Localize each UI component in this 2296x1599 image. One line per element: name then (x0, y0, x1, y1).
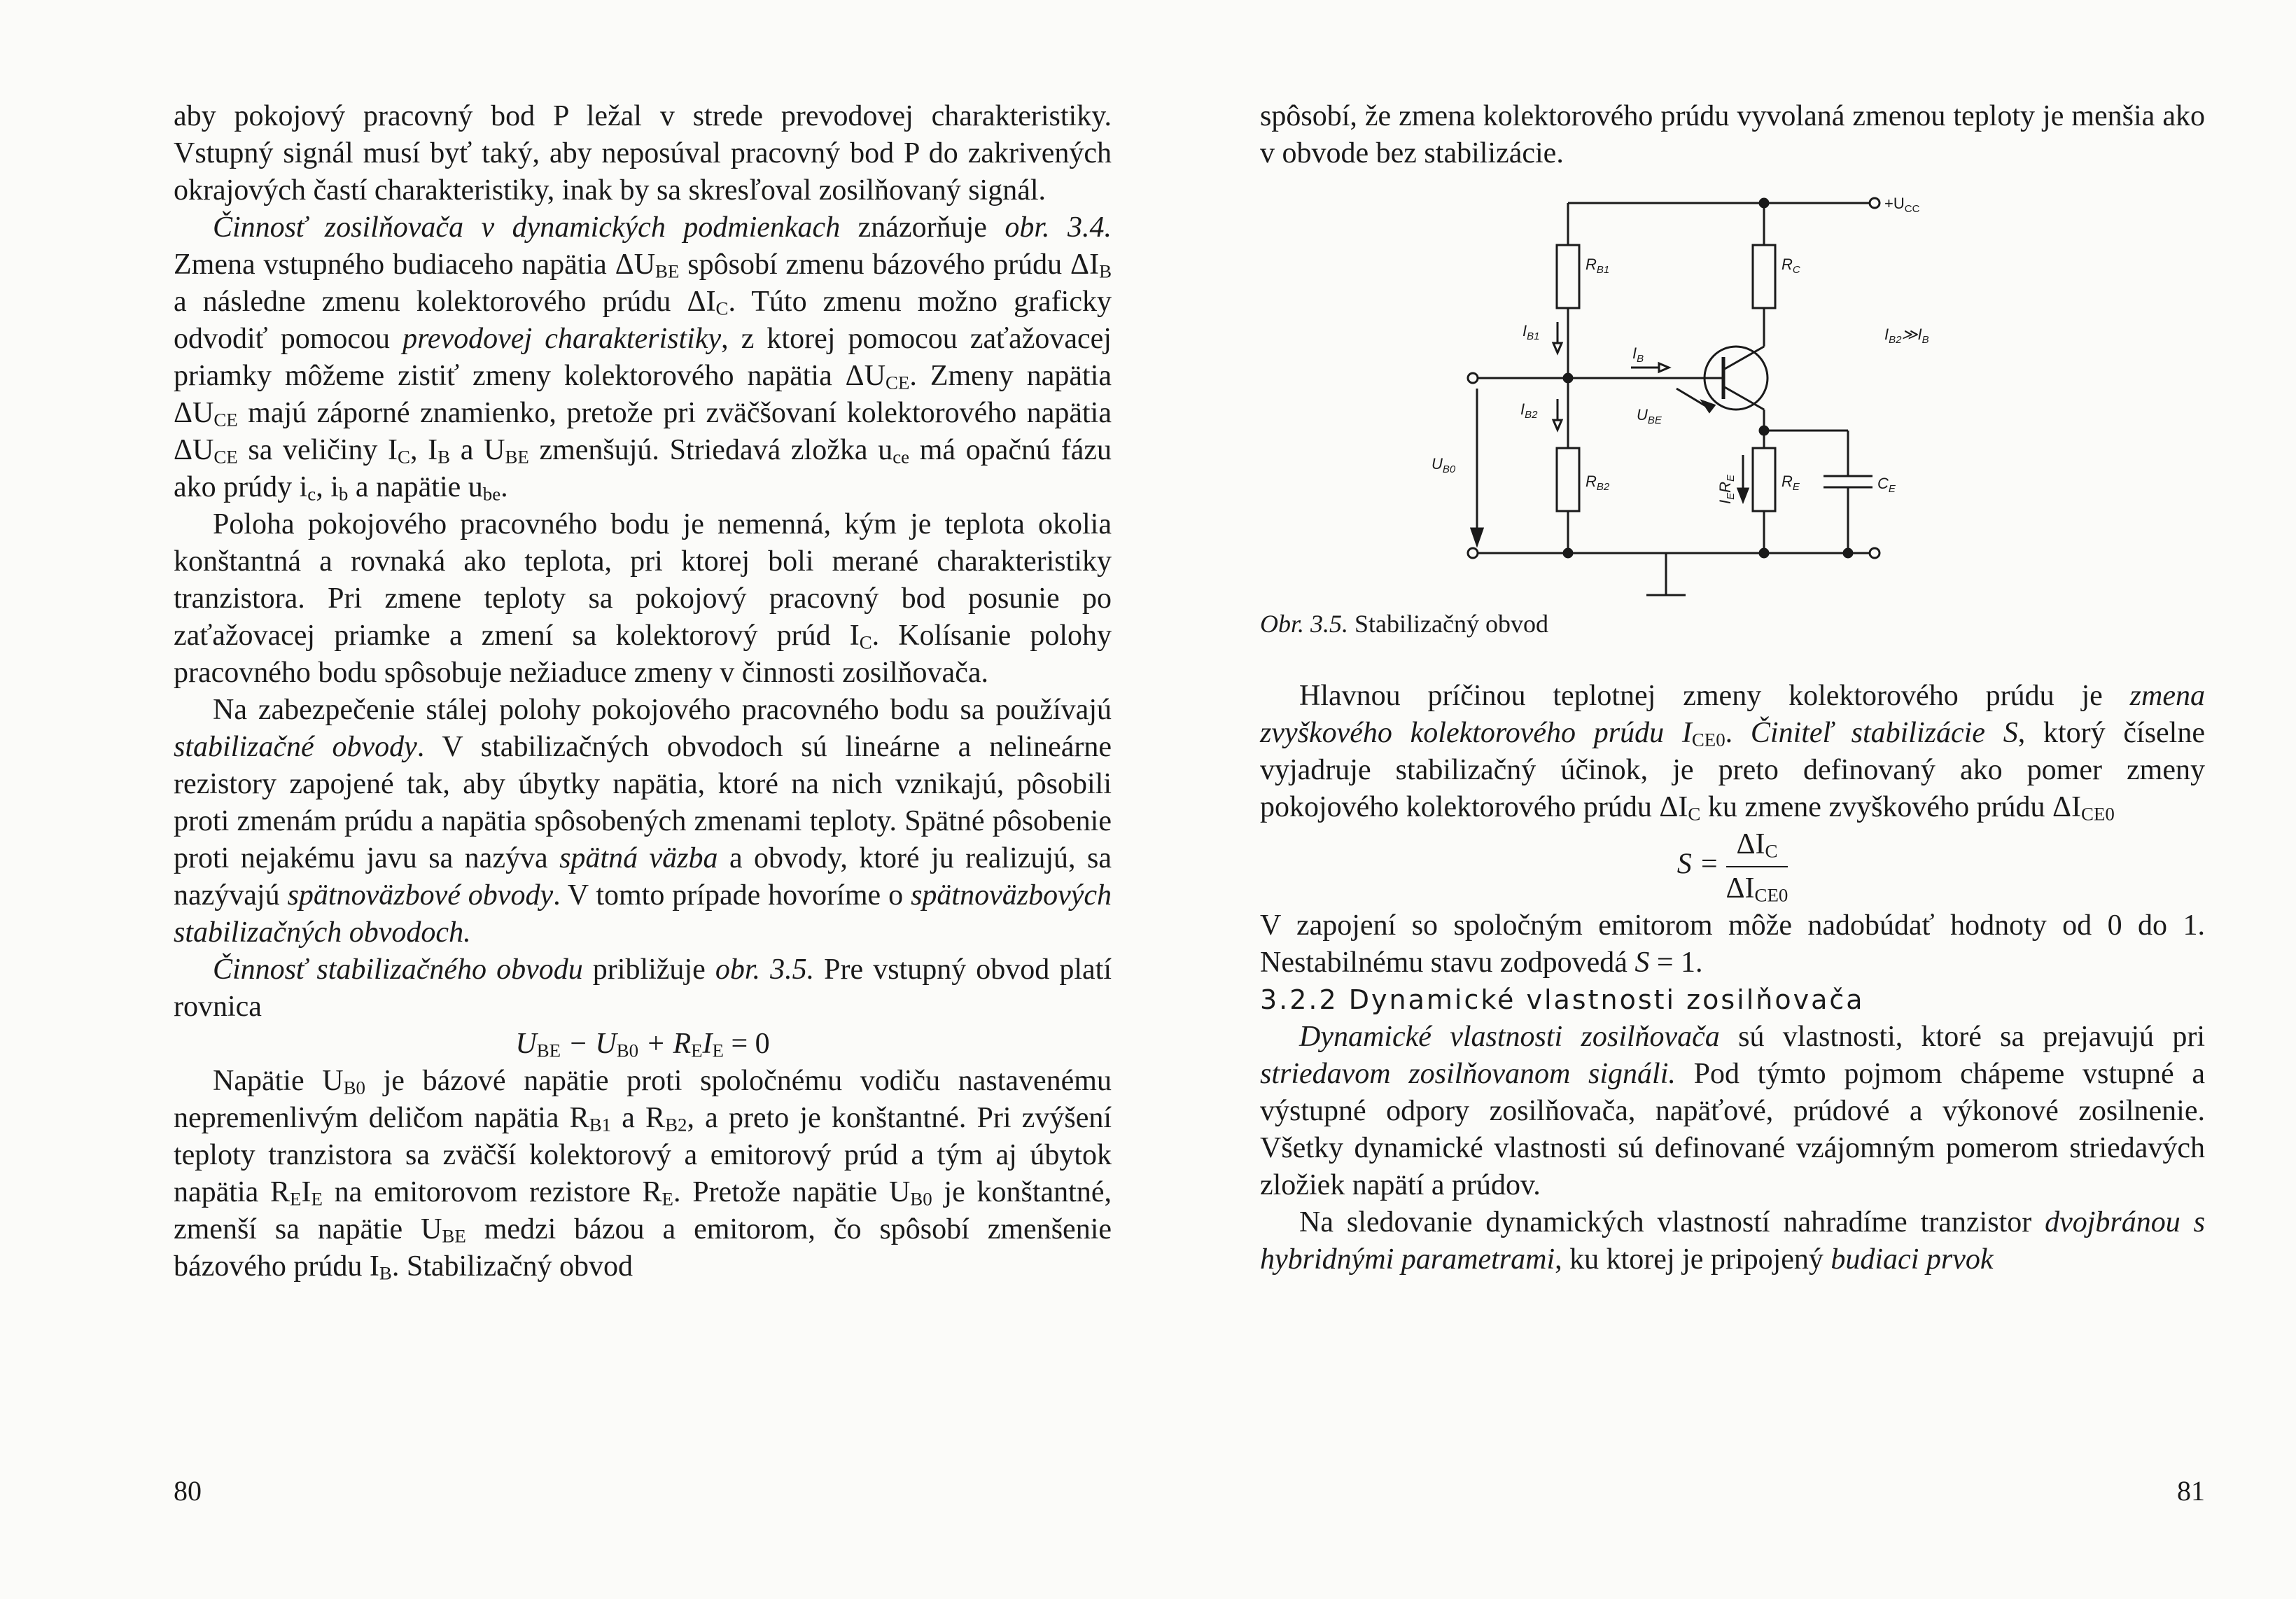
right-text-top (1260, 98, 2205, 172)
paragraph: Činnosť zosilňovača v dynamických podmienkach znázorňuje obr. 3.4. Zmena vstupného budiaceho napätia $\Delta U_{BE}$ spôsobí zmenu bázového prúdu $\Delta I_B$ a následne zmenu kolektorového prúdu $\Delta I_C$. Túto zmenu možno graficky odvodiť pomocou prevodovej charakteristiky, z ktorej pomocou zaťažovacej priamky môžeme zistiť zmeny kolektorového napätia $\Delta U_{CE}$. Zmeny napätia $\Delta U_{CE}$ majú záporné znamienko, pretože pri zväčšovaní kolektorového napätia $\Delta U_{CE}$ sa veličiny $I_C$, $I_B$ a $U_{BE}$ zmenšujú. Striedavá zložka $u_{ce}$ má opačnú fázu ako prúdy $i_c$, $i_b$ a napätie $u_{be}$. (174, 211, 1112, 505)
label-ib2-relation: $I_{B2}≫I_B$ (1884, 326, 1929, 346)
label-ib2: $I_{B2}$ (1520, 400, 1538, 421)
label-ce: $C_E$ (1877, 475, 1896, 495)
label-ube: $U_{BE}$ (1637, 406, 1662, 426)
label-ucc: $+U_{CC}$ (1884, 195, 1920, 215)
figure-caption: Obr. 3.5. Stabilizačný obvod (1260, 610, 1548, 638)
paragraph: Na zabezpečenie stálej polohy pokojového pracovného bodu sa používajú stabilizačné obvody. V stabilizačných obvodoch sú lineárne a nelineárne rezistory zapojené tak, aby úbytky napätia, ktoré na nich vznikajú, pôsobili proti zmenám prúdu a napätia spôsobených zmenami teploty. Spätné pôsobenie proti nejakému javu sa nazýva spätná väzba a obvody, ktoré ju realizujú, sa nazývajú spätnoväzbové obvody. V tomto prípade hovoríme o spätnoväzbových stabilizačných obvodoch. (174, 694, 1112, 949)
label-ib1: $I_{B1}$ (1522, 322, 1540, 342)
paragraph: aby pokojový pracovný bod P ležal v strede prevodovej charakteristiky. Vstupný signál musí byť taký, aby neposúval pracovný bod P do zakrivených okrajových častí charakteristiky, inak by sa skresľoval zosilňovaný signál. (174, 100, 1112, 207)
label-rb2: $R_{B2}$ (1586, 473, 1610, 493)
right-text-bottom (1260, 678, 2205, 1278)
label-rb1: $R_{B1}$ (1586, 256, 1610, 276)
paragraph: Činnosť stabilizačného obvodu približuje obr. 3.5. Pre vstupný obvod platí rovnica (174, 954, 1112, 1023)
left-text-column (174, 98, 1112, 1285)
stabilization-circuit-diagram (1432, 175, 2058, 609)
right-page (1148, 0, 2296, 1599)
paragraph: spôsobí, že zmena kolektorového prúdu vyvolaná zmenou teploty je menšia ako v obvode bez stabilizácie. (1260, 100, 2205, 169)
label-re: $R_E$ (1782, 473, 1800, 493)
paragraph: Dynamické vlastnosti zosilňovača sú vlastnosti, ktoré sa prejavujú pri striedavom zosilňovanom signáli. Pod týmto pojmom chápeme vstupné a výstupné odpory zosilňovača, napäťové, prúdové a výkonové zosilnenie. Všetky dynamické vlastnosti sú definované vzájomným pomerom striedavých zložiek napätí a prúdov. (1260, 1021, 2206, 1201)
label-rc: $R_C$ (1782, 256, 1800, 276)
paragraph: V zapojení so spoločným emitorom môže nadobúdať hodnoty od 0 do 1. Nestabilnému stavu zodpovedá S = 1. (1260, 909, 2205, 979)
page-number: 81 (2177, 1475, 2205, 1507)
equation-input-circuit: $U_{BE} - U_{B0} + R_EI_E = 0$ (515, 1028, 770, 1061)
paragraph: Na sledovanie dynamických vlastností nahradíme tranzistor dvojbránou s hybridnými parametrami, ku ktorej je pripojený budiaci prvok (1260, 1206, 2205, 1276)
label-ie-re: $I_ER_E$ (1716, 474, 1737, 504)
paragraph: Hlavnou príčinou teplotnej zmeny kolektorového prúdu je zmena zvyškového kolektorového prúdu $I_{CE0}$. Činiteľ stabilizácie S, ktorý číselne vyjadruje stabilizačný účinok, je preto definovaný ako pomer zmeny pokojového kolektorového prúdu $\Delta I_C$ ku zmene zvyškového prúdu $\Delta I_{CE0}$ (1260, 680, 2205, 825)
page-number: 80 (174, 1475, 202, 1507)
label-ib: $I_B$ (1632, 344, 1644, 365)
equation-stability-factor: S = $\frac{\Delta I_C}{\Delta I_{CE0}}$ (1260, 826, 2205, 907)
label-ub0: $U_{B0}$ (1432, 455, 1456, 475)
paragraph: Poloha pokojového pracovného bodu je nemenná, kým je teplota okolia konštantná a rovnaká ako teplota, pri ktorej boli merané charakteristiky tranzistora. Pri zmene teploty sa pokojový pracovný bod posunie po zaťažovacej priamke a zmení sa kolektorový prúd $I_C$. Kolísanie polohy pracovného bodu spôsobuje nežiaduce zmeny v činnosti zosilňovača. (174, 508, 1112, 689)
section-heading: 3.2.2 Dynamické vlastnosti zosilňovača (1260, 984, 1865, 1015)
paragraph: Napätie $U_{B0}$ je bázové napätie proti spoločnému vodiču nastavenému nepremenlivým deličom napätia $R_{B1}$ a $R_{B2}$, a preto je konštantné. Pri zvýšení teploty tranzistora sa zväčší kolektorový a emitorový prúd a tým aj úbytok napätia $R_EI_E$ na emitorovom rezistore $R_E$. Pretože napätie $U_{B0}$ je konštantné, zmenší sa napätie $U_{BE}$ medzi bázou a emitorom, čo spôsobí zmenšenie bázového prúdu $I_B$. Stabilizačný obvod (174, 1065, 1112, 1284)
